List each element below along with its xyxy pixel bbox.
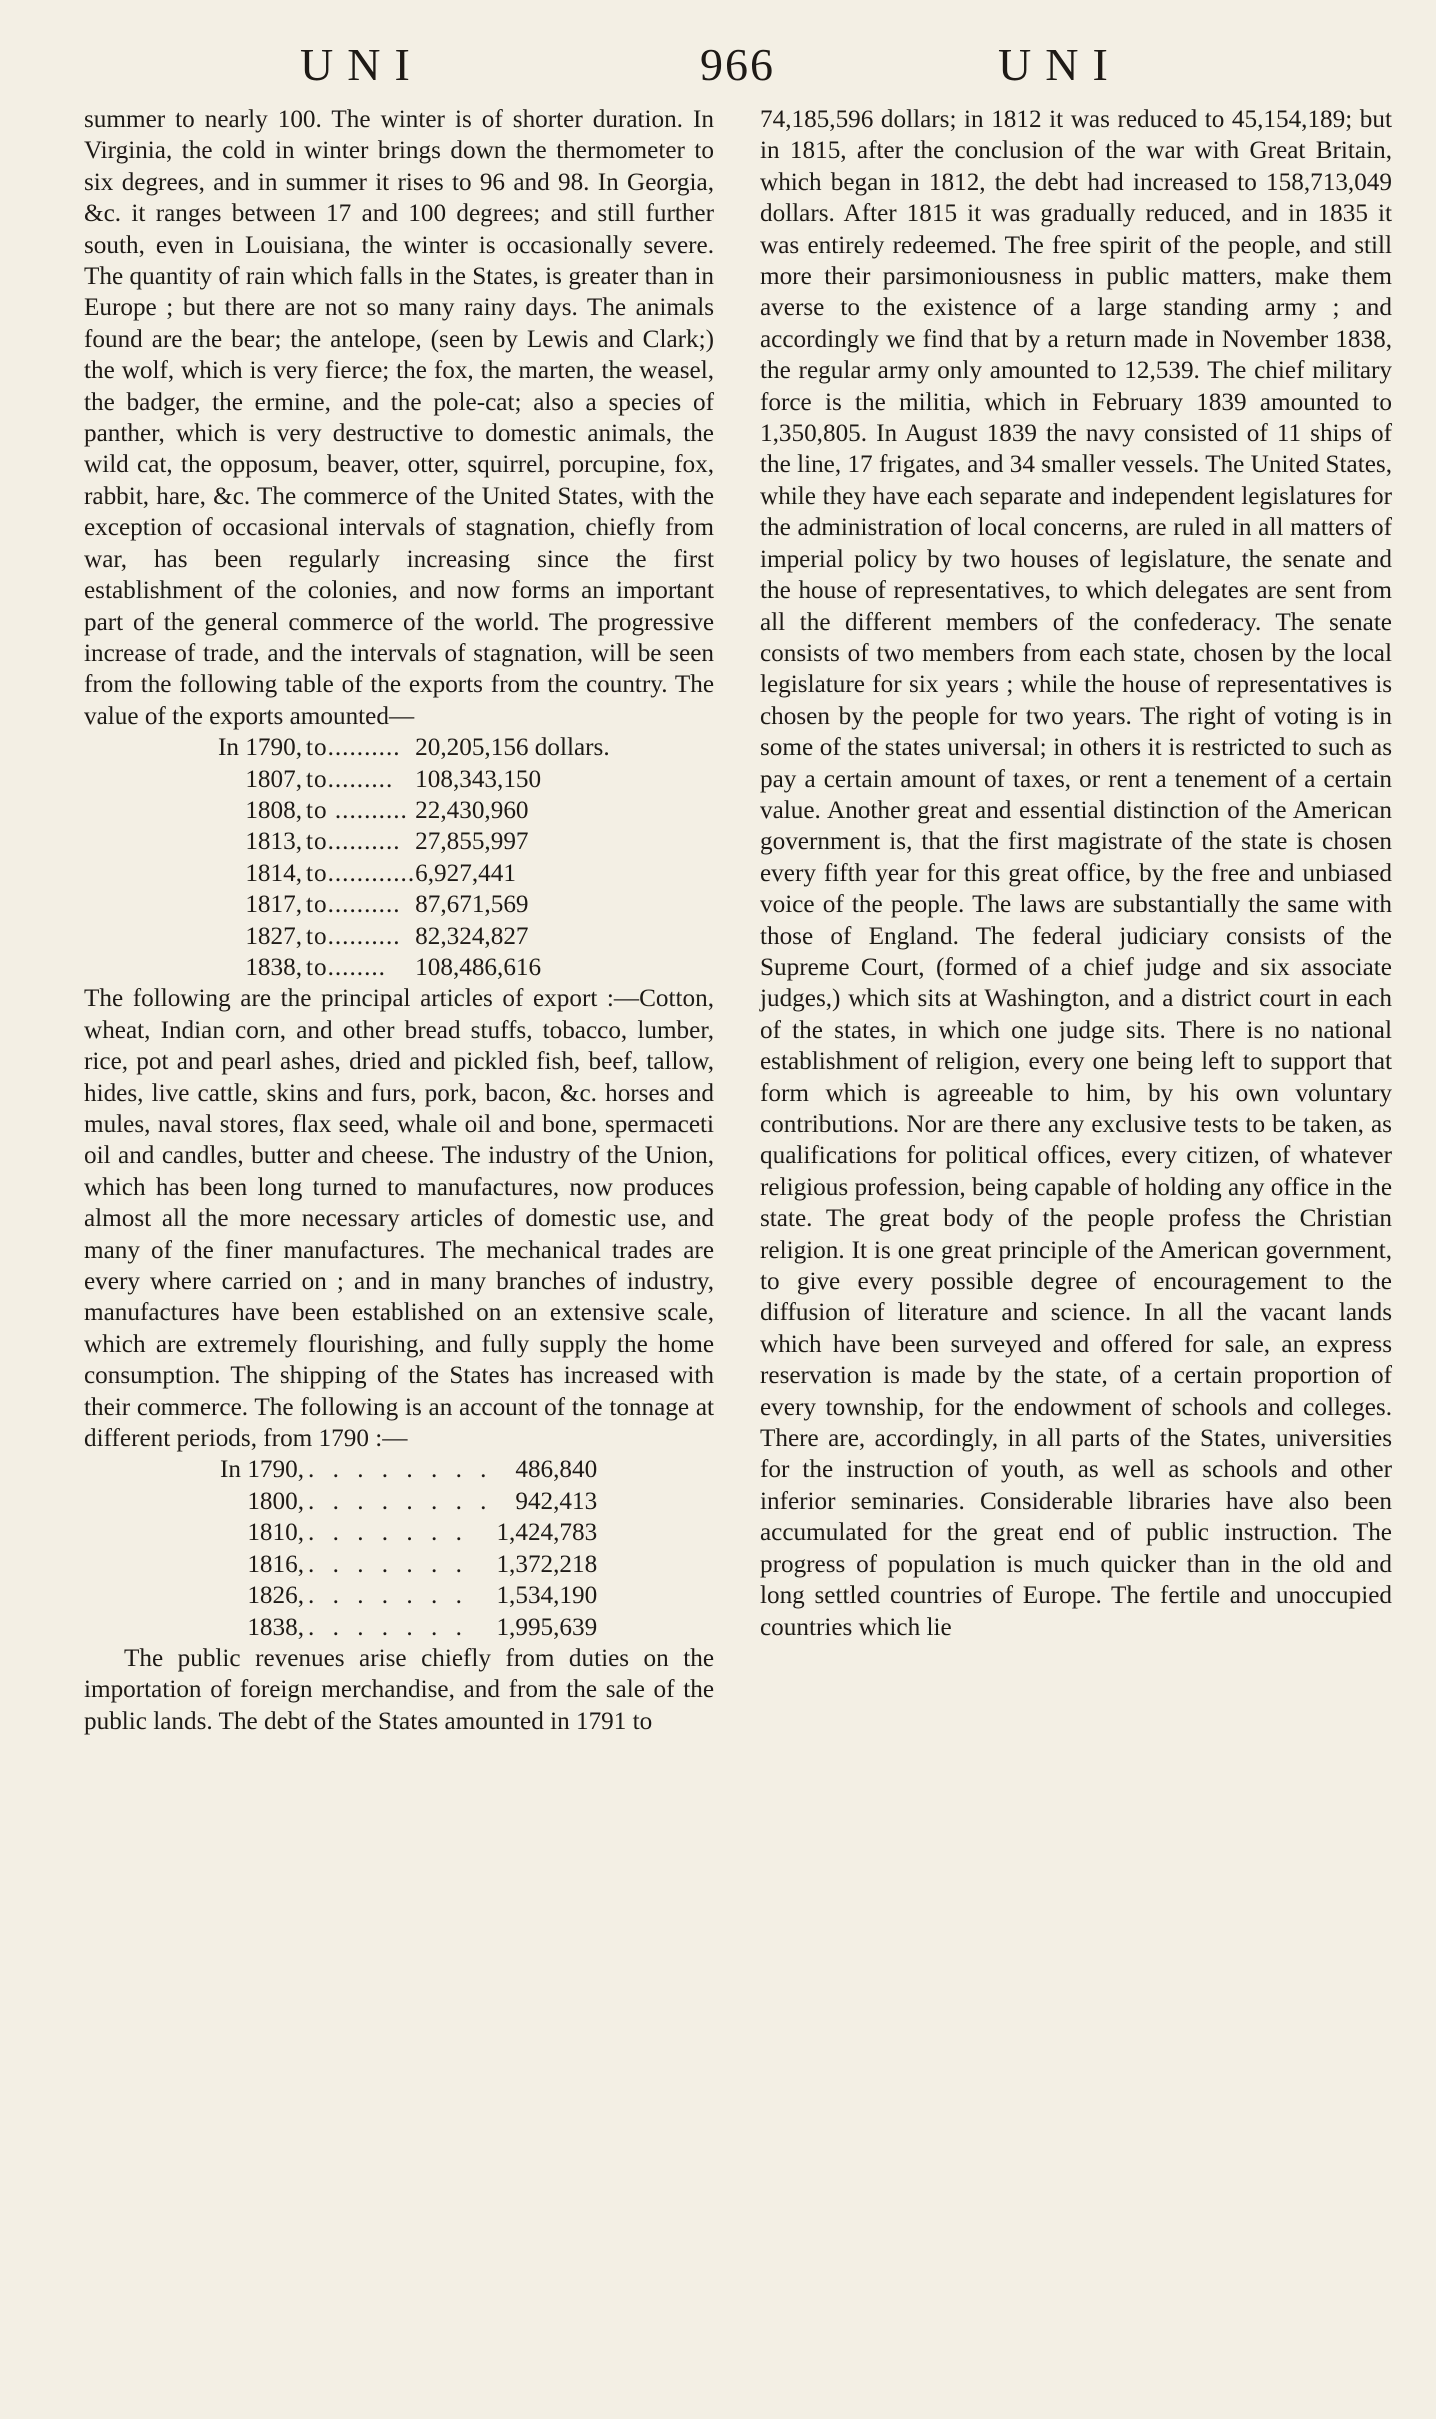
header-right-word: UNI (998, 39, 1122, 90)
tonnage-value: 486,840 (515, 1456, 598, 1484)
export-leader: to.......... (306, 734, 401, 762)
tonnage-leader: . . . . . . . (308, 1613, 468, 1641)
tonnage-table (184, 1454, 597, 1642)
tonnage-row (184, 1517, 597, 1548)
export-year: 1817, (245, 891, 302, 919)
export-year: 1814, (245, 859, 302, 887)
tonnage-leader: . . . . . . . (308, 1519, 468, 1547)
export-value: 82,324,827 (415, 922, 529, 950)
tonnage-year: 1810, (247, 1519, 304, 1547)
tonnage-leader: . . . . . . . (308, 1550, 468, 1578)
export-year: 1807, (245, 765, 302, 793)
exports-row (184, 952, 610, 983)
tonnage-leader: . . . . . . . (308, 1582, 468, 1610)
page-number: 966 (700, 39, 775, 90)
right-paragraph-1: 74,185,596 dollars; in 1812 it was reduced to 45,154,189; but in 1815, after the conclusion of the war with Great Britain, which began in 1812, the debt had increased to 158,713,049 dollars. After 1815 it was gradually reduced, and in 1835 it was entirely redeemed. The free spirit of the people, and still more their parsimoniousness in public matters, make them averse to the existence of a large standing army ; and accordingly we find that by a return made in November 1838, the regular army only amounted to 12,539. The chief military force is the militia, which in February 1839 amounted to 1,350,805. In August 1839 the navy consisted of 11 ships of the line, 17 frigates, and 34 smaller vessels. The United States, while they have each separate and independent legislatures for the administration of local concerns, are ruled in all matters of imperial policy by two houses of legislature, the senate and the house of representatives, to which delegates are sent from all the different members of the confederacy. The senate consists of two members from each state, chosen by the local legislature for six years ; while the house of representatives is chosen by the people for two years. The right of voting is in some of the states universal; in others it is restricted to such as pay a certain amount of taxes, or rent a tenement of a certain value. Another great and essential distinction of the American government is, that the first magistrate of the state is chosen every fifth year for this great office, by the free and unbiased voice of the people. The laws are substantially the same with those of England. The federal judiciary consists of the Supreme Court, (formed of a chief judge and six associate judges,) which sits at Washington, and a district court in each of the states, in which one judge sits. There is no national establishment of religion, every one being left to support that form which is agreeable to him, by his own voluntary contributions. Nor are there any exclusive tests to be taken, as qualifications for political offices, every citizen, of whatever religious profession, being capable of holding any office in the state. The great body of the people profess the Christian religion. It is one great principle of the American government, to give every possible degree of encouragement to the diffusion of literature and science. In all the vacant lands which have been surveyed and offered for sale, an express reservation is made by the state, of a certain proportion of every township, for the endowment of schools and colleges. There are, accordingly, in all parts of the States, universities for the instruction of youth, as well as schools and other inferior seminaries. Considerable libraries have also been accumulated for the great end of public instruction. The progress of population is much quicker than in the old and long settled countries of Europe. The fertile and unoccupied countries which lie (760, 106, 1392, 1641)
tonnage-value: 1,995,639 (496, 1613, 598, 1641)
export-leader: to.......... (306, 891, 401, 919)
tonnage-row (184, 1454, 597, 1485)
export-leader: to......... (306, 765, 394, 793)
tonnage-value: 1,372,218 (496, 1550, 598, 1578)
tonnage-row (184, 1549, 597, 1580)
exports-row (184, 858, 610, 889)
left-paragraph-1: summer to nearly 100. The winter is of shorter duration. In Virginia, the cold in winter brings down the thermometer to six degrees, and in summer it rises to 96 and 98. In Georgia, &c. it ranges between 17 and 100 degrees; and still further south, even in Louisiana, the winter is occasionally severe. The quantity of rain which falls in the States, is greater than in Europe ; but there are not so many rainy days. The animals found are the bear; the antelope, (seen by Lewis and Clark;) the wolf, which is very fierce; the fox, the marten, the weasel, the badger, the ermine, and the pole-cat; also a species of panther, which is very destructive to domestic animals, the wild cat, the opposum, beaver, otter, squirrel, porcupine, fox, rabbit, hare, &c. The commerce of the United States, with the exception of occasional intervals of stagnation, chiefly from war, has been regularly increasing since the first establishment of the colonies, and now forms an important part of the general commerce of the world. The progressive increase of trade, and the intervals of stagnation, will be seen from the following table of the exports from the country. The value of the exports amounted— (84, 106, 714, 730)
tonnage-row (184, 1486, 597, 1517)
tonnage-year: 1816, (247, 1550, 304, 1578)
exports-row (184, 826, 610, 857)
exports-row (184, 921, 610, 952)
exports-row (184, 889, 610, 920)
export-value: 87,671,569 (415, 891, 529, 919)
exports-row (184, 764, 610, 795)
tonnage-row (184, 1580, 597, 1611)
export-leader: to........ (306, 953, 386, 981)
export-year: 1808, (245, 796, 302, 824)
export-value: 20,205,156 dollars. (415, 734, 610, 762)
export-leader: to............ (306, 859, 416, 887)
right-column (760, 104, 1392, 1643)
tonnage-leader: . . . . . . . . (308, 1487, 493, 1515)
tonnage-year: In 1790, (220, 1456, 304, 1484)
export-value: 27,855,997 (415, 828, 529, 856)
export-leader: to.......... (306, 922, 401, 950)
export-value: 108,486,616 (415, 953, 542, 981)
exports-row (184, 795, 610, 826)
tonnage-year: 1800, (247, 1487, 304, 1515)
exports-row (184, 732, 610, 763)
export-leader: to .......... (306, 796, 408, 824)
left-paragraph-2: The following are the principal articles of export :—Cotton, wheat, Indian corn, and other bread stuffs, tobacco, lumber, rice, pot and pearl ashes, dried and pickled fish, beef, tallow, hides, live cattle, skins and furs, pork, bacon, &c. horses and mules, naval stores, flax seed, whale oil and bone, spermaceti oil and candles, butter and cheese. The industry of the Union, which has been long turned to manufactures, now produces almost all the more necessary articles of domestic use, and many of the finer manufactures. The mechanical trades are every where carried on ; and in many branches of industry, manufactures have been established on an extensive scale, which are extremely flourishing, and fully supply the home consumption. The shipping of the States has increased with their commerce. The following is an account of the tonnage at different periods, from 1790 :— (84, 985, 714, 1453)
running-header (0, 38, 1436, 94)
export-year: In 1790, (218, 734, 302, 762)
left-paragraph-3: The public revenues arise chiefly from duties on the importation of foreign merchandise, and from the sale of the public lands. The debt of the States amounted in 1791 to (84, 1644, 714, 1735)
export-value: 22,430,960 (415, 796, 529, 824)
tonnage-leader: . . . . . . . . (308, 1456, 493, 1484)
tonnage-row (184, 1612, 597, 1643)
export-value: 6,927,441 (415, 859, 516, 887)
export-value: 108,343,150 (415, 765, 542, 793)
header-left-word: UNI (300, 39, 424, 90)
export-year: 1827, (245, 922, 302, 950)
export-year: 1813, (245, 828, 302, 856)
exports-table (184, 732, 610, 983)
tonnage-year: 1826, (247, 1582, 304, 1610)
tonnage-value: 942,413 (515, 1487, 598, 1515)
export-leader: to.......... (306, 828, 401, 856)
left-column (84, 104, 714, 1737)
tonnage-year: 1838, (247, 1613, 304, 1641)
tonnage-value: 1,424,783 (496, 1519, 598, 1547)
tonnage-value: 1,534,190 (496, 1582, 598, 1610)
export-year: 1838, (245, 953, 302, 981)
